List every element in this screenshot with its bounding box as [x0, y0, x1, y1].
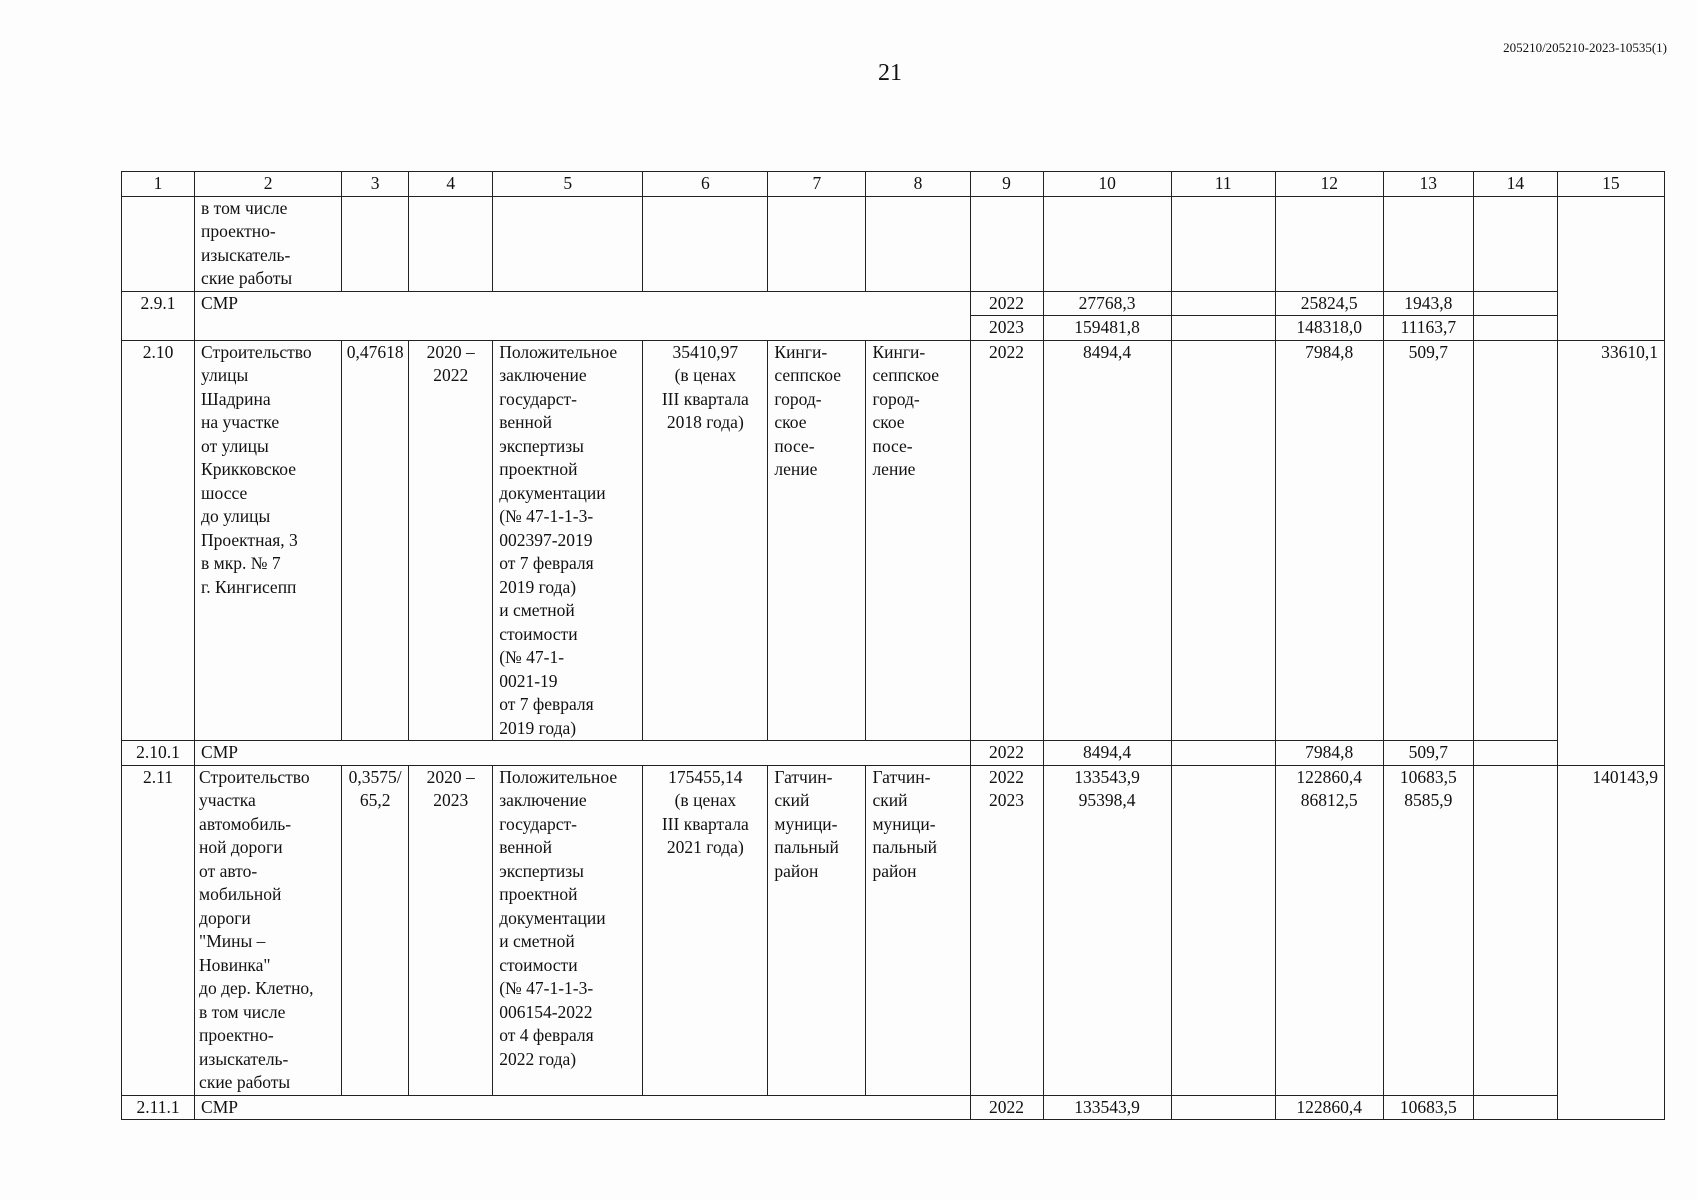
object-name: в том числе проектно- изыскатель- ские работы	[195, 196, 342, 291]
col-number: 15	[1557, 172, 1664, 197]
col-number: 1	[122, 172, 195, 197]
table-row	[122, 1095, 1665, 1120]
document-id: 205210/205210-2023-10535(1)	[1503, 40, 1667, 55]
amount-local: 10683,5	[1383, 1095, 1473, 1120]
amount-total: 95398,4	[1043, 789, 1171, 1095]
amount-total: 8494,4	[1043, 340, 1171, 741]
remaining-cost: 140143,9	[1557, 765, 1664, 1095]
amount-total: 133543,9	[1043, 1095, 1171, 1120]
works-type: СМР	[195, 741, 970, 766]
amount-total: 159481,8	[1043, 316, 1171, 341]
row-number: 2.11	[122, 765, 195, 1095]
col-number: 3	[342, 172, 409, 197]
amount-local: 509,7	[1383, 340, 1473, 741]
capacity: 0,47618	[342, 340, 409, 741]
amount-local: 1943,8	[1383, 291, 1473, 316]
object-name: Строительство участка автомобиль- ной дороги от авто- мобильной дороги "Мины – Новинка" до дер. Клетно, в том числе проектно- изыскатель- ские работы	[195, 765, 342, 1095]
col-number: 4	[409, 172, 493, 197]
amount-local: 509,7	[1383, 741, 1473, 766]
amount-regional: 25824,5	[1275, 291, 1383, 316]
col-number: 13	[1383, 172, 1473, 197]
amount-regional: 7984,8	[1275, 741, 1383, 766]
expertise: Положительное заключение государст- венной экспертизы проектной документации (№ 47-1-1-3- 002397-2019 от 7 февраля 2019 года) и сметной стоимости (№ 47-1- 0021-19 от 7 февраля 2019 года)	[493, 340, 643, 741]
amount-regional: 122860,4	[1275, 765, 1383, 789]
estimated-cost: 175455,14 (в ценах III квартала 2021 года)	[643, 765, 768, 1095]
table-row	[122, 340, 1665, 741]
customer: Кинги- сеппское город- ское посе- ление	[768, 340, 866, 741]
amount-regional: 86812,5	[1275, 789, 1383, 1095]
estimated-cost: 35410,97 (в ценах III квартала 2018 года)	[643, 340, 768, 741]
owner: Кинги- сеппское город- ское посе- ление	[866, 340, 970, 741]
works-type: СМР	[195, 1095, 970, 1120]
amount-local: 10683,5	[1383, 765, 1473, 789]
amount-regional: 122860,4	[1275, 1095, 1383, 1120]
col-number: 14	[1473, 172, 1557, 197]
col-number: 6	[643, 172, 768, 197]
amount-local: 11163,7	[1383, 316, 1473, 341]
row-number: 2.10	[122, 340, 195, 741]
object-name: Строительство улицы Шадрина на участке от улицы Крикковское шоссе до улицы Проектная, 3 в мкр. № 7 г. Кингисепп	[195, 340, 342, 741]
col-number: 2	[195, 172, 342, 197]
table-row	[122, 291, 1665, 316]
col-number: 10	[1043, 172, 1171, 197]
amount-regional: 148318,0	[1275, 316, 1383, 341]
col-number: 7	[768, 172, 866, 197]
year: 2022	[970, 1095, 1043, 1120]
page-number: 21	[878, 60, 902, 86]
investment-table	[121, 171, 1665, 1120]
row-number: 2.9.1	[122, 291, 195, 340]
year: 2022	[970, 291, 1043, 316]
col-number: 9	[970, 172, 1043, 197]
table-row	[122, 765, 1665, 789]
amount-total: 8494,4	[1043, 741, 1171, 766]
col-number: 12	[1275, 172, 1383, 197]
remaining-cost: 33610,1	[1557, 340, 1664, 741]
col-number: 5	[493, 172, 643, 197]
header-row	[122, 172, 1665, 197]
works-type: СМР	[195, 291, 970, 340]
table-row	[122, 196, 1665, 291]
row-number: 2.10.1	[122, 741, 195, 766]
amount-total: 27768,3	[1043, 291, 1171, 316]
year: 2023	[970, 789, 1043, 1095]
year: 2022	[970, 741, 1043, 766]
capacity: 0,3575/ 65,2	[342, 765, 409, 1095]
amount-regional: 7984,8	[1275, 340, 1383, 741]
amount-total: 133543,9	[1043, 765, 1171, 789]
year: 2022	[970, 765, 1043, 789]
year: 2022	[970, 340, 1043, 741]
col-number: 8	[866, 172, 970, 197]
period: 2020 – 2023	[409, 765, 493, 1095]
table-row	[122, 741, 1665, 766]
period: 2020 – 2022	[409, 340, 493, 741]
col-number: 11	[1171, 172, 1275, 197]
row-number: 2.11.1	[122, 1095, 195, 1120]
amount-local: 8585,9	[1383, 789, 1473, 1095]
expertise: Положительное заключение государст- венной экспертизы проектной документации и сметной стоимости (№ 47-1-1-3- 006154-2022 от 4 февраля 2022 года)	[493, 765, 643, 1095]
customer: Гатчин- ский муници- пальный район	[768, 765, 866, 1095]
year: 2023	[970, 316, 1043, 341]
owner: Гатчин- ский муници- пальный район	[866, 765, 970, 1095]
